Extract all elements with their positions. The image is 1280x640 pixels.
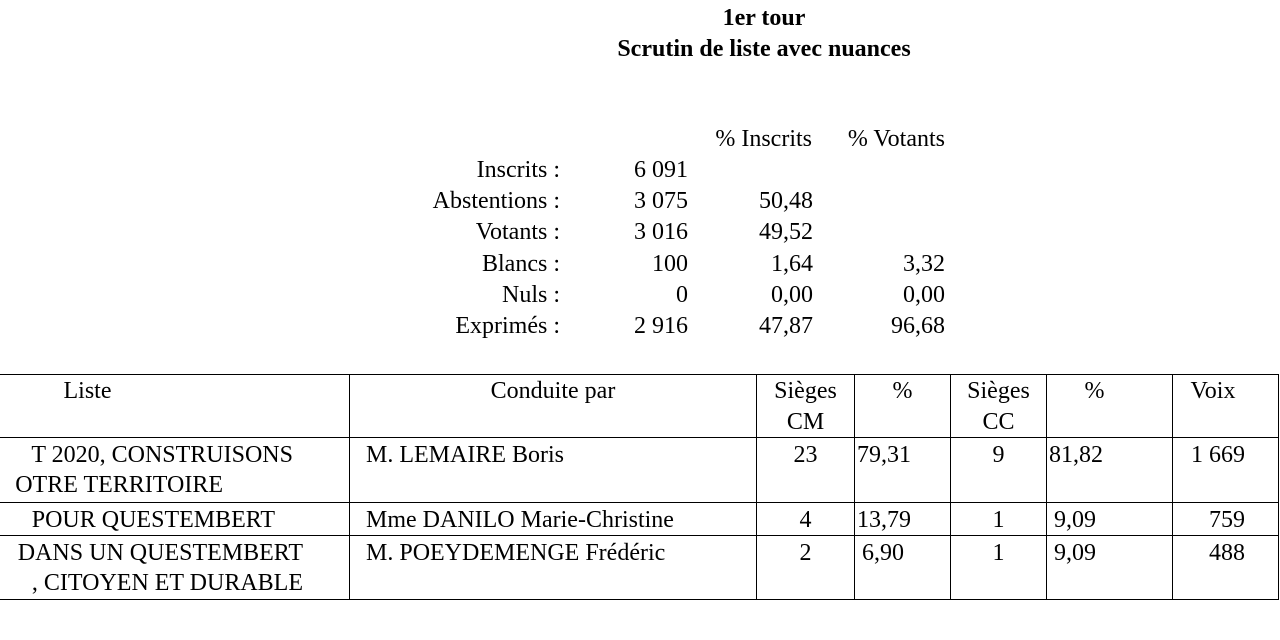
col-header-pct-inscrits: % Inscrits: [715, 126, 812, 152]
summary-pct-votants: 0,00: [903, 282, 945, 308]
table-border-bottom: [0, 599, 1279, 600]
table-col-divider: [1172, 374, 1173, 600]
row-pct-cm: 79,31: [857, 442, 911, 468]
header-conduite: Conduite par: [490, 378, 616, 404]
row-sieges-cm: 23: [793, 442, 818, 468]
header-pct-cc: %: [1084, 378, 1105, 404]
header-sieges-cm: Sièges: [774, 378, 837, 404]
row-pct-cm: 13,79: [857, 507, 911, 533]
row-conduite: Mme DANILO Marie-Christine: [366, 507, 674, 533]
table-col-divider: [854, 374, 855, 600]
table-col-divider: [1046, 374, 1047, 600]
summary-label: Inscrits :: [476, 157, 560, 183]
header-voix: Voix: [1190, 378, 1236, 404]
row-conduite: M. LEMAIRE Boris: [366, 442, 564, 468]
summary-pct-inscrits: 49,52: [759, 219, 813, 245]
row-liste: DANS UN QUESTEMBERT: [17, 540, 303, 566]
summary-pct-votants: 3,32: [903, 251, 945, 277]
row-pct-cm: 6,90: [862, 540, 904, 566]
col-header-pct-votants: % Votants: [847, 126, 945, 152]
row-voix: 759: [1209, 507, 1245, 533]
round-title: 1er tour: [722, 5, 806, 31]
header-sieges-cc: Sièges: [967, 378, 1030, 404]
summary-pct-inscrits: 0,00: [771, 282, 813, 308]
header-sieges-cc-sub: CC: [982, 409, 1015, 435]
table-row-divider: [0, 502, 1279, 503]
header-pct-cm: %: [892, 378, 913, 404]
table-border-top: [0, 374, 1279, 375]
table-header-divider: [0, 437, 1279, 438]
row-conduite: M. POEYDEMENGE Frédéric: [366, 540, 666, 566]
summary-value: 3 075: [634, 188, 688, 214]
summary-value: 3 016: [634, 219, 688, 245]
row-pct-cc: 81,82: [1049, 442, 1103, 468]
summary-value: 0: [676, 282, 688, 308]
summary-label: Nuls :: [501, 282, 560, 308]
table-row-divider: [0, 535, 1279, 536]
row-liste: OTRE TERRITOIRE: [15, 472, 223, 498]
summary-value: 100: [652, 251, 688, 277]
table-col-divider: [349, 374, 350, 600]
row-sieges-cc: 1: [992, 540, 1005, 566]
row-sieges-cm: 2: [799, 540, 812, 566]
row-pct-cc: 9,09: [1054, 540, 1096, 566]
summary-pct-inscrits: 47,87: [759, 313, 813, 339]
row-sieges-cm: 4: [799, 507, 812, 533]
ballot-subtitle: Scrutin de liste avec nuances: [617, 36, 911, 62]
summary-pct-votants: 96,68: [891, 313, 945, 339]
summary-label: Exprimés :: [455, 313, 560, 339]
row-sieges-cc: 9: [992, 442, 1005, 468]
header-sieges-cm-sub: CM: [786, 409, 825, 435]
table-border-right: [1278, 374, 1279, 600]
row-liste: , CITOYEN ET DURABLE: [31, 570, 303, 596]
row-sieges-cc: 1: [992, 507, 1005, 533]
row-liste: T 2020, CONSTRUISONS: [31, 442, 293, 468]
summary-value: 2 916: [634, 313, 688, 339]
summary-label: Votants :: [475, 219, 560, 245]
header-liste: Liste: [63, 378, 112, 404]
summary-label: Blancs :: [482, 251, 560, 277]
summary-pct-inscrits: 1,64: [771, 251, 813, 277]
summary-pct-inscrits: 50,48: [759, 188, 813, 214]
row-voix: 1 669: [1191, 442, 1245, 468]
row-pct-cc: 9,09: [1054, 507, 1096, 533]
summary-value: 6 091: [634, 157, 688, 183]
summary-label: Abstentions :: [432, 188, 560, 214]
row-voix: 488: [1209, 540, 1245, 566]
row-liste: POUR QUESTEMBERT: [31, 507, 275, 533]
